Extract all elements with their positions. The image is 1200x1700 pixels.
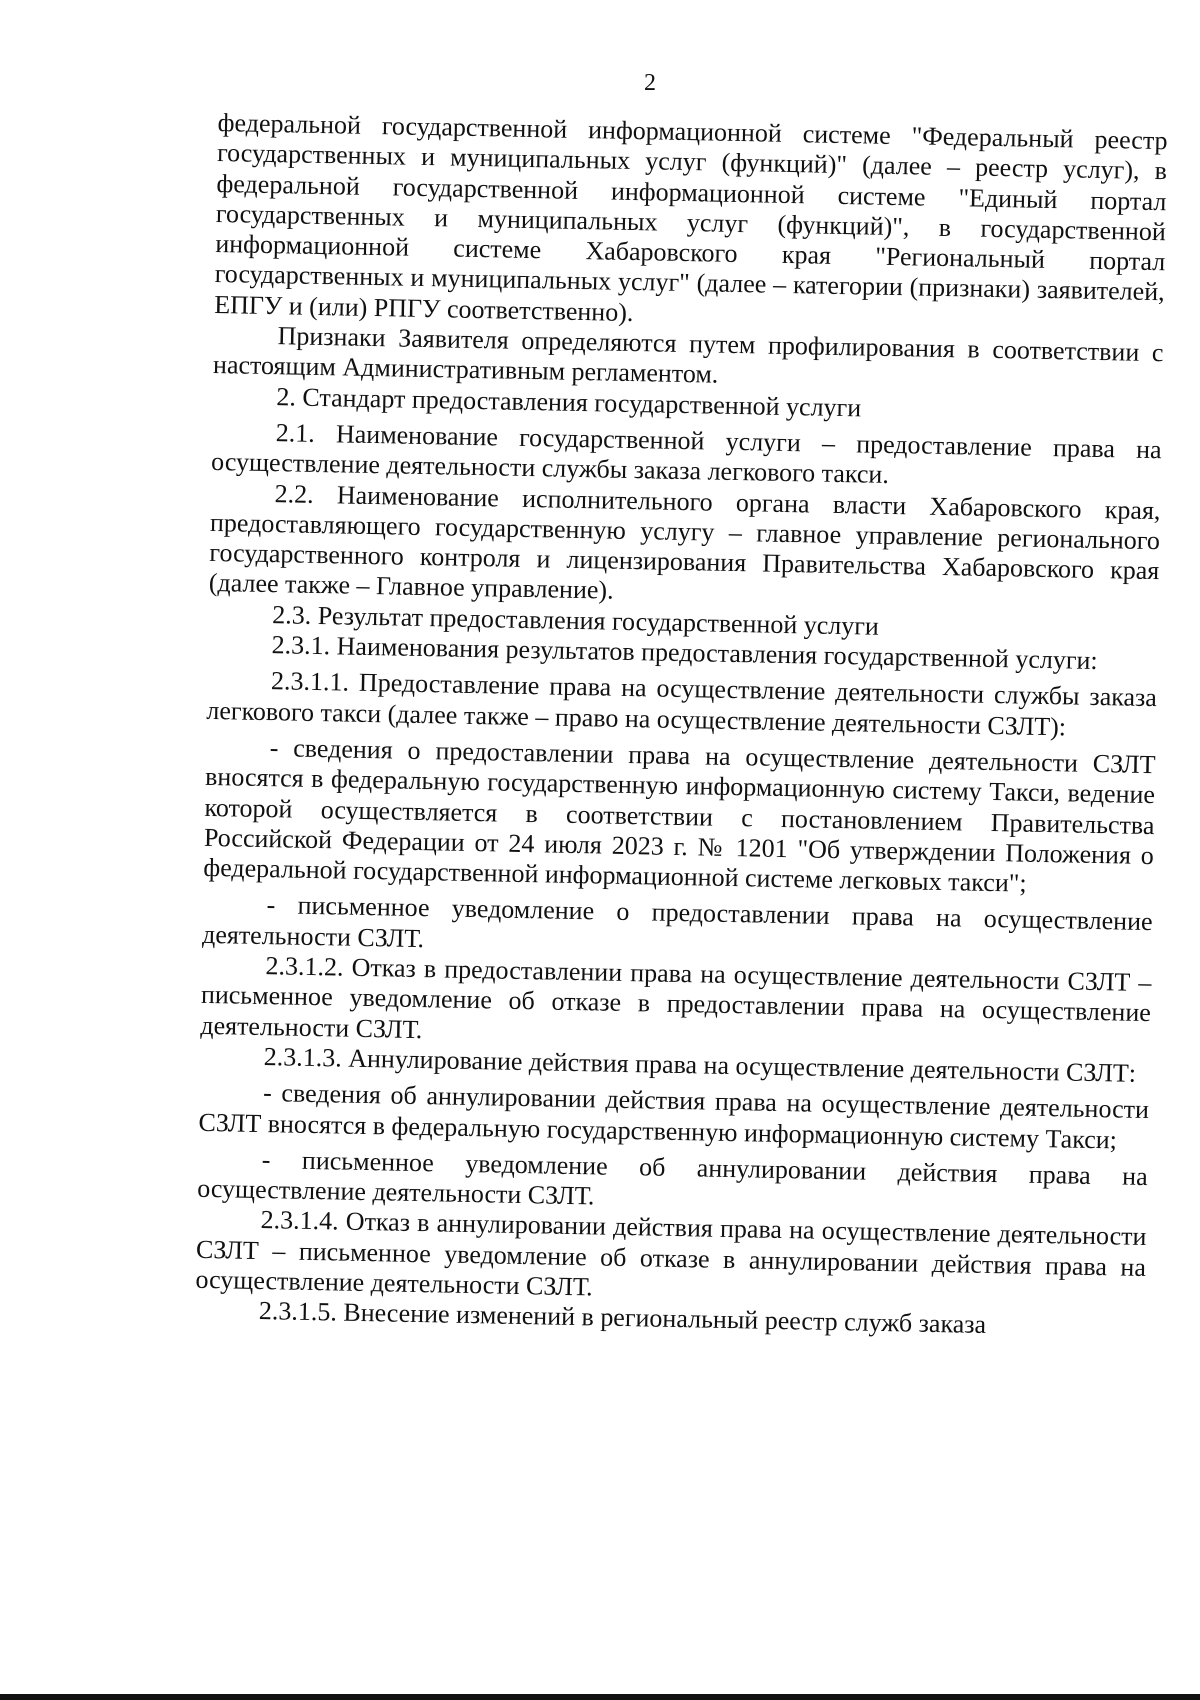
- list-item-written-notice-annulment: - письменное уведомление об аннулировании действия права на осуществление деятельности СЗЛТ.: [196, 1144, 1148, 1211]
- paragraph-2-3-1-4: 2.3.1.4. Отказ в аннулировании действия права на осуществление деятельности СЗЛТ – письменное уведомление об отказе в аннулировании действия права на осуществление деятельности СЗЛТ.: [195, 1205, 1147, 1302]
- paragraph-registry-intro: федеральной государственной информационной системе "Федеральный реестр государственных и муниципальных услуг (функций)" (далее – реестр услуг), в федеральной государственной информационной системе "Единый портал государственных и муниципальных услуг (функций)", в государственной информационной системе Хабаровского края "Региональный портал государственных и муниципальных услуг" (далее – категории (признаки) заявителей, ЕПГУ и (или) РПГУ соответственно).: [213, 108, 1168, 327]
- section-heading-standard: 2. Стандарт предоставления государственной услуги: [276, 381, 862, 423]
- paragraph-2-3-1: 2.3.1. Наименования результатов предоставления государственной услуги:: [271, 630, 1098, 676]
- paragraph-2-3-1-1: 2.3.1.1. Предоставление права на осуществление деятельности службы заказа легкового такси (далее также – право на осуществление деятельности СЗЛТ):: [206, 666, 1158, 742]
- paragraph-applicant-criteria: Признаки Заявителя определяются путем профилирования в соответствии с настоящим Административным регламентом.: [212, 321, 1164, 390]
- scan-bottom-border: [0, 1694, 1200, 1700]
- paragraph-2-2: 2.2. Наименование исполнительного органа власти Хабаровского края, предоставляющего государственную услугу – главное управление регионального государственного контроля и лицензирования Правительства Хабаровского края (далее также – Главное управление).: [208, 478, 1161, 606]
- paragraph-2-3-1-3: 2.3.1.3. Аннулирование действия права на осуществление деятельности СЗЛТ:: [263, 1041, 1137, 1088]
- paragraph-2-3-1-5: 2.3.1.5. Внесение изменений в региональный реестр служб заказа: [258, 1296, 987, 1340]
- paragraph-2-3: 2.3. Результат предоставления государственной услуги: [272, 599, 880, 641]
- document-body: [195, 108, 1168, 1344]
- page-number: 2: [644, 70, 656, 96]
- paragraph-2-3-1-2: 2.3.1.2. Отказ в предоставлении права на осуществление деятельности СЗЛТ – письменное уведомление об отказе в предоставлении права на осуществление деятельности СЗЛТ.: [200, 951, 1152, 1044]
- list-item-written-notice-grant: - письменное уведомление о предоставлении права на осуществление деятельности СЗЛТ.: [201, 890, 1153, 953]
- paragraph-2-1: 2.1. Наименование государственной услуги – предоставление права на осуществление деятельности службы заказа легкового такси.: [210, 418, 1162, 490]
- list-item-taxi-system-entry: - сведения о предоставлении права на осуществление деятельности СЗЛТ вносятся в федеральную государственную информационную систему Такси, ведение которой осуществляется в соответствии с постановлением Правительства Российской Федерации от 24 июля 2023 г. № 1201 "Об утверждении Положения о федеральной государственной информационной системе легковых такси";: [203, 733, 1156, 898]
- list-item-annulment-entry: - сведения об аннулировании действия права на осуществление деятельности СЗЛТ вносятся в федеральную государственную информационную систему Такси;: [198, 1078, 1150, 1154]
